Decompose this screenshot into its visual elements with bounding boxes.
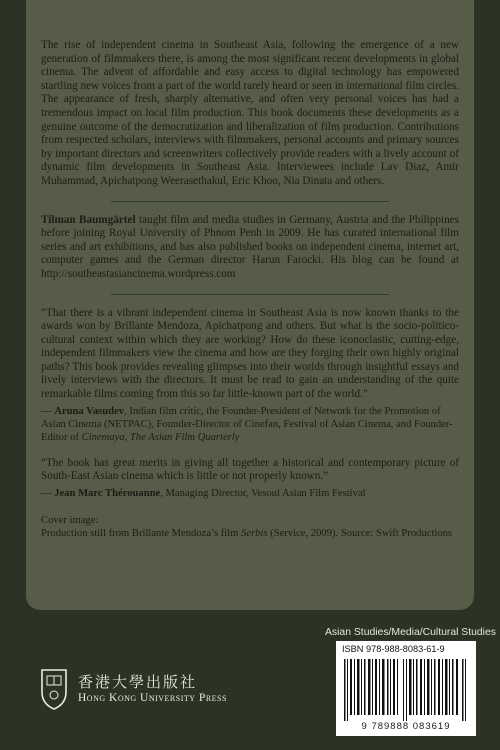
film-title: Serbis [241,527,268,539]
book-blurb: The rise of independent cinema in Southeast Asia, following the emergence of a new generation of filmmakers there, is among the most significant recent developments in global cinema. The advent of affordable and easy access to digital technology has empowered startling new voices from a part of the world rarely heard or seen in international film circles. The appearance of fresh, sharply alternative, and often very personal voices has had a tremendous impact on local film production. This book documents these developments as a genuine outcome of the democratization and liberalization of film production. Contributions from respected scholars, interviews with filmmakers, personal accounts and primary sources by important directors and screenwriters collectively provide readers with a lively account of dynamic film developments in Southeast Asia. Interviewees include Lav Diaz, Amir Muhammad, Apichatpong Weerasethakul, Eric Khoo, Nia Dinata and others. [41,39,459,187]
isbn-number: ISBN 978-988-8083-61-9 [342,644,445,654]
crest-icon [40,668,68,710]
dash: — [41,487,55,499]
endorsement-quote-2: “The book has great merits in giving all together a historical and contemporary picture of South-East Asian cinema which is little or not properly known.” [41,456,459,483]
endorsement-attribution [41,405,459,444]
journal-title: Cinemaya [81,431,125,443]
endorser-role: , Indian film critic, the Founder-President of Network for the Promotion of Asian Cinema (NETPAC), Founder-Director of Cinefan, Festival of Asian Cinema, and Founder-Editor of [41,405,453,443]
publisher-chinese-name: 香港大學出版社 [78,673,198,691]
separator: , [124,431,130,443]
back-cover-panel [26,0,474,610]
divider [111,201,389,202]
barcode-icon [342,659,470,721]
cover-credit-suffix: (Service, 2009). Source: Swift Productions [267,527,453,539]
divider [111,294,389,295]
endorser-role-2: , Managing Director, Vesoul Asian Film Festival [160,487,366,499]
dash: — [41,405,55,417]
publisher-logo [40,668,240,714]
barcode-number: 9 789888 083619 [361,721,451,732]
cover-credit-prefix: Production still from Brillante Mendoza’s film [41,527,242,539]
author-bio [41,214,459,282]
subject-category: Asian Studies/Media/Cultural Studies [325,627,496,638]
cover-credit [41,514,459,540]
endorsement-attribution-2 [41,487,459,500]
journal-subtitle: The Asian Film Quarterly [129,431,240,443]
publisher-name: Hong Kong University Press [78,692,227,704]
endorsement-quote: “That there is a vibrant independent cinema in Southeast Asia is now known thanks to the awards won by Brillante Mendoza, Apichatpong and others. But what is the socio-politico-cultural context within which they are working? How do these iconoclastic, cutting-edge, independent filmmakers view the cinema and how are they forging their own highly original paths? This book provides revealing glimpses into their worlds through insightful essays and lively interviews with the directors. It must be read to gain an understanding of the quite remarkable films coming from this so far little-known part of the world.” [41,306,459,401]
isbn-block [336,641,476,736]
endorser-name: Aruna Vasudev [54,405,125,417]
cover-credit-text [41,527,459,540]
cover-credit-label: Cover image: [41,514,99,526]
author-name: Tilman Baumgärtel [41,213,136,226]
endorser-name-2: Jean Marc Thérouanne [54,487,161,499]
author-bio-text: taught film and media studies in Germany, Austria and the Philippines before joining Royal University of Phnom Penh in 2009. He has curated international film series and art exhibitions, and has also published books on independent cinema, internet art, computer games and the German director Harun Farocki. His blog can be found at http://southeastasiancinema.wordpress.com [41,213,459,280]
